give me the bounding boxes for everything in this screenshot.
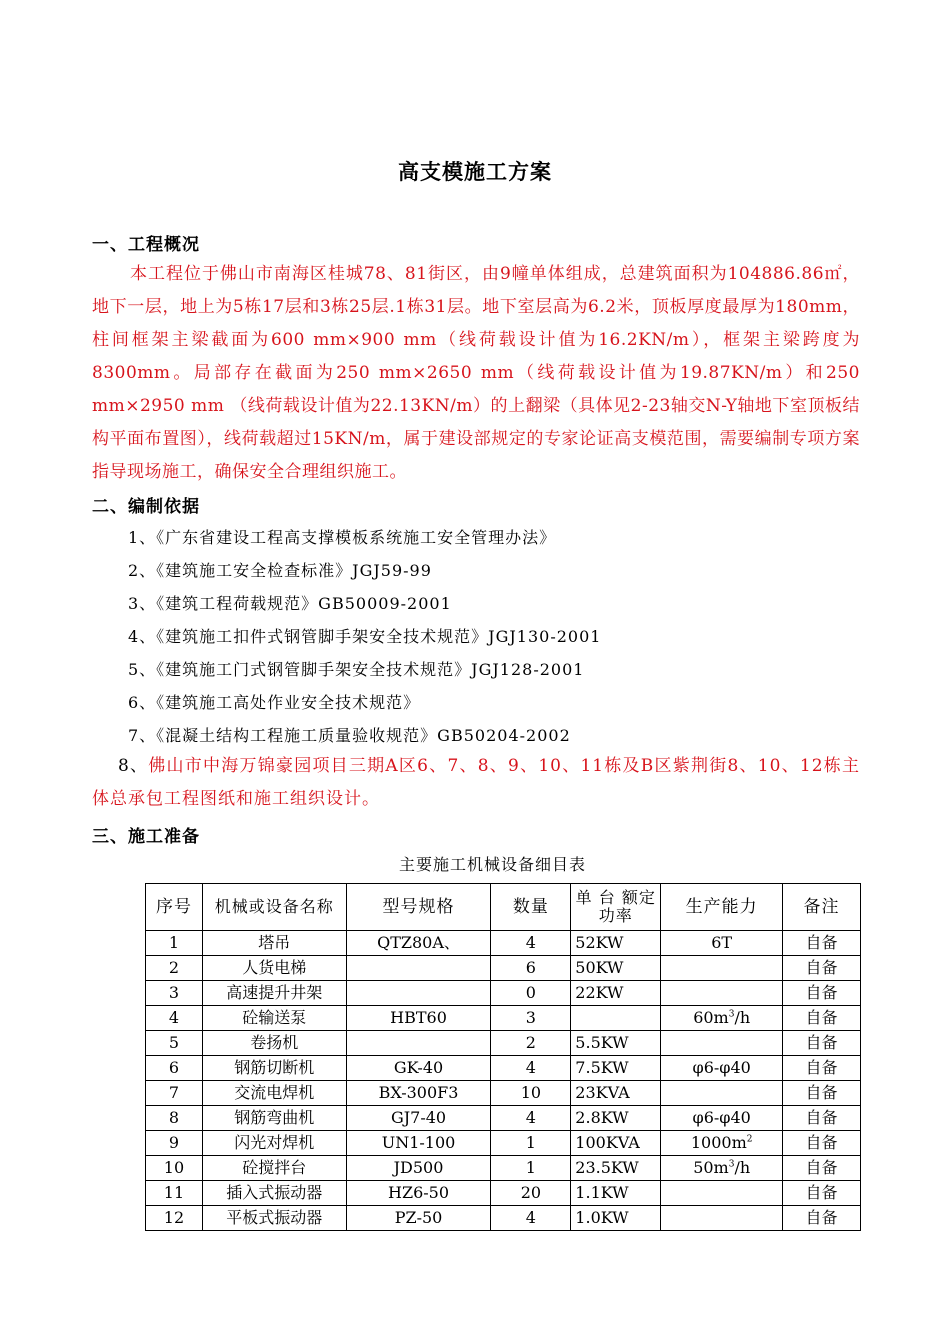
- cell-capacity: [661, 1081, 783, 1106]
- cell-index: 7: [146, 1081, 203, 1106]
- cell-index: 4: [146, 1006, 203, 1031]
- cell-quantity: 6: [491, 956, 571, 981]
- header-rated-power: 单 台 额定功率: [571, 884, 661, 931]
- header-model: 型号规格: [346, 884, 491, 931]
- cell-equipment-name: 人货电梯: [202, 956, 346, 981]
- table-row: [146, 1181, 861, 1206]
- cell-equipment-name: 卷扬机: [202, 1031, 346, 1056]
- table-row: [146, 1131, 861, 1156]
- cell-model: UN1-100: [346, 1131, 491, 1156]
- cell-capacity: [661, 1031, 783, 1056]
- cell-capacity: $1000m^2$: [661, 1131, 783, 1156]
- header-equipment-name: 机械或设备名称: [202, 884, 346, 931]
- cell-remark: 自备: [783, 1131, 861, 1156]
- cell-equipment-name: 钢筋切断机: [202, 1056, 346, 1081]
- cell-model: HZ6-50: [346, 1181, 491, 1206]
- cell-remark: 自备: [783, 1081, 861, 1106]
- section-heading-preparation: 三、施工准备: [92, 827, 200, 847]
- header-remark: 备注: [783, 884, 861, 931]
- cell-capacity: [661, 1181, 783, 1206]
- cell-rated-power: 7.5KW: [571, 1056, 661, 1081]
- cell-model: [346, 1031, 491, 1056]
- document-title: 高支模施工方案: [398, 160, 552, 184]
- cell-model: GK-40: [346, 1056, 491, 1081]
- cell-rated-power: 50KW: [571, 956, 661, 981]
- basis-item-2: 2、《建筑施工安全检查标准》JGJ59-99: [128, 561, 432, 580]
- cell-index: 10: [146, 1156, 203, 1181]
- cell-equipment-name: 钢筋弯曲机: [202, 1106, 346, 1131]
- cell-index: 5: [146, 1031, 203, 1056]
- cell-remark: 自备: [783, 1056, 861, 1081]
- cell-capacity: φ6-φ40: [661, 1056, 783, 1081]
- cell-model: BX-300F3: [346, 1081, 491, 1106]
- section-heading-overview: 一、工程概况: [92, 235, 200, 255]
- table-row: [146, 1056, 861, 1081]
- basis-item-1: 1、《广东省建设工程高支撑模板系统施工安全管理办法》: [128, 528, 557, 547]
- basis-item-8-number: 8、: [118, 756, 149, 776]
- table-row: [146, 1081, 861, 1106]
- table-row: [146, 1156, 861, 1181]
- cell-model: GJ7-40: [346, 1106, 491, 1131]
- cell-index: 1: [146, 931, 203, 956]
- table-header-row: [146, 884, 861, 931]
- cell-quantity: 10: [491, 1081, 571, 1106]
- cell-equipment-name: 高速提升井架: [202, 981, 346, 1006]
- cell-model: HBT60: [346, 1006, 491, 1031]
- cell-capacity: [661, 956, 783, 981]
- basis-item-8-text: 佛山市中海万锦豪园项目三期A区6、7、8、9、10、11栋及B区紫荆街8、10、12栋主体总承包工程图纸和施工组织设计。: [92, 756, 860, 809]
- header-capacity: 生产能力: [661, 884, 783, 931]
- cell-rated-power: 5.5KW: [571, 1031, 661, 1056]
- cell-model: [346, 956, 491, 981]
- table-row: [146, 1106, 861, 1131]
- cell-capacity: $50m^3/h$: [661, 1156, 783, 1181]
- cell-equipment-name: 交流电焊机: [202, 1081, 346, 1106]
- cell-rated-power: 52KW: [571, 931, 661, 956]
- cell-quantity: 4: [491, 931, 571, 956]
- cell-model: PZ-50: [346, 1206, 491, 1231]
- cell-quantity: 0: [491, 981, 571, 1006]
- cell-remark: 自备: [783, 956, 861, 981]
- cell-remark: 自备: [783, 1031, 861, 1056]
- basis-item-5: 5、《建筑施工门式钢管脚手架安全技术规范》JGJ128-2001: [128, 660, 585, 679]
- cell-rated-power: 1.1KW: [571, 1181, 661, 1206]
- cell-index: 6: [146, 1056, 203, 1081]
- cell-index: 12: [146, 1206, 203, 1231]
- equipment-table-body: [146, 931, 861, 1231]
- cell-index: 3: [146, 981, 203, 1006]
- header-index: 序号: [146, 884, 203, 931]
- basis-item-6: 6、《建筑施工高处作业安全技术规范》: [128, 693, 421, 712]
- cell-remark: 自备: [783, 1206, 861, 1231]
- cell-rated-power: 23.5KW: [571, 1156, 661, 1181]
- cell-capacity: [661, 1206, 783, 1231]
- cell-rated-power: 2.8KW: [571, 1106, 661, 1131]
- cell-model: [346, 981, 491, 1006]
- table-row: [146, 931, 861, 956]
- cell-remark: 自备: [783, 1156, 861, 1181]
- cell-rated-power: 1.0KW: [571, 1206, 661, 1231]
- table-row: [146, 956, 861, 981]
- cell-remark: 自备: [783, 981, 861, 1006]
- section-heading-basis: 二、编制依据: [92, 497, 200, 517]
- cell-model: QTZ80A、: [346, 931, 491, 956]
- table-row: [146, 981, 861, 1006]
- cell-quantity: 1: [491, 1131, 571, 1156]
- cell-model: JD500: [346, 1156, 491, 1181]
- cell-capacity: $60m^3/h$: [661, 1006, 783, 1031]
- header-quantity: 数量: [491, 884, 571, 931]
- cell-rated-power: 100KVA: [571, 1131, 661, 1156]
- cell-quantity: 20: [491, 1181, 571, 1206]
- cell-rated-power: [571, 1006, 661, 1031]
- cell-rated-power: 22KW: [571, 981, 661, 1006]
- cell-index: 9: [146, 1131, 203, 1156]
- basis-item-4: 4、《建筑施工扣件式钢管脚手架安全技术规范》JGJ130-2001: [128, 627, 602, 646]
- cell-capacity: φ6-φ40: [661, 1106, 783, 1131]
- cell-quantity: 2: [491, 1031, 571, 1056]
- overview-paragraph: 本工程位于佛山市南海区桂城78、81街区，由9幢单体组成，总建筑面积为104886.86㎡，地下一层，地上为5栋17层和3栋25层.1栋31层。地下室层高为6.2米，顶板厚度最厚为180mm，柱间框架主梁截面为600 mm×900 mm（线荷载设计值为16.2KN/m），框架主梁跨度为8300mm。局部存在截面为250 mm×2650 mm（线荷载设计值为19.87KN/m）和250 mm×2950 mm （线荷载设计值为22.13KN/m）的上翻梁（具体见2-23轴交N-Y轴地下室顶板结构平面布置图），线荷载超过15KN/m，属于建设部规定的专家论证高支模范围，需要编制专项方案指导现场施工，确保安全合理组织施工。: [92, 264, 860, 482]
- cell-equipment-name: 插入式振动器: [202, 1181, 346, 1206]
- basis-item-7: 7、《混凝土结构工程施工质量验收规范》GB50204-2002: [128, 726, 571, 745]
- cell-equipment-name: 平板式振动器: [202, 1206, 346, 1231]
- cell-remark: 自备: [783, 1106, 861, 1131]
- cell-rated-power: 23KVA: [571, 1081, 661, 1106]
- table-caption: 主要施工机械设备细目表: [398, 855, 586, 874]
- basis-item-3: 3、《建筑工程荷载规范》GB50009-2001: [128, 594, 452, 613]
- cell-index: 8: [146, 1106, 203, 1131]
- cell-equipment-name: 砼搅拌台: [202, 1156, 346, 1181]
- cell-quantity: 4: [491, 1206, 571, 1231]
- cell-capacity: 6T: [661, 931, 783, 956]
- cell-quantity: 4: [491, 1056, 571, 1081]
- cell-index: 11: [146, 1181, 203, 1206]
- cell-capacity: [661, 981, 783, 1006]
- cell-quantity: 1: [491, 1156, 571, 1181]
- cell-quantity: 3: [491, 1006, 571, 1031]
- cell-quantity: 4: [491, 1106, 571, 1131]
- cell-remark: 自备: [783, 931, 861, 956]
- cell-equipment-name: 砼输送泵: [202, 1006, 346, 1031]
- cell-equipment-name: 闪光对焊机: [202, 1131, 346, 1156]
- cell-equipment-name: 塔吊: [202, 931, 346, 956]
- cell-index: 2: [146, 956, 203, 981]
- cell-remark: 自备: [783, 1181, 861, 1206]
- cell-remark: 自备: [783, 1006, 861, 1031]
- table-row: [146, 1006, 861, 1031]
- table-row: [146, 1206, 861, 1231]
- equipment-table: [145, 883, 861, 1231]
- table-row: [146, 1031, 861, 1056]
- basis-item-8: [92, 750, 860, 816]
